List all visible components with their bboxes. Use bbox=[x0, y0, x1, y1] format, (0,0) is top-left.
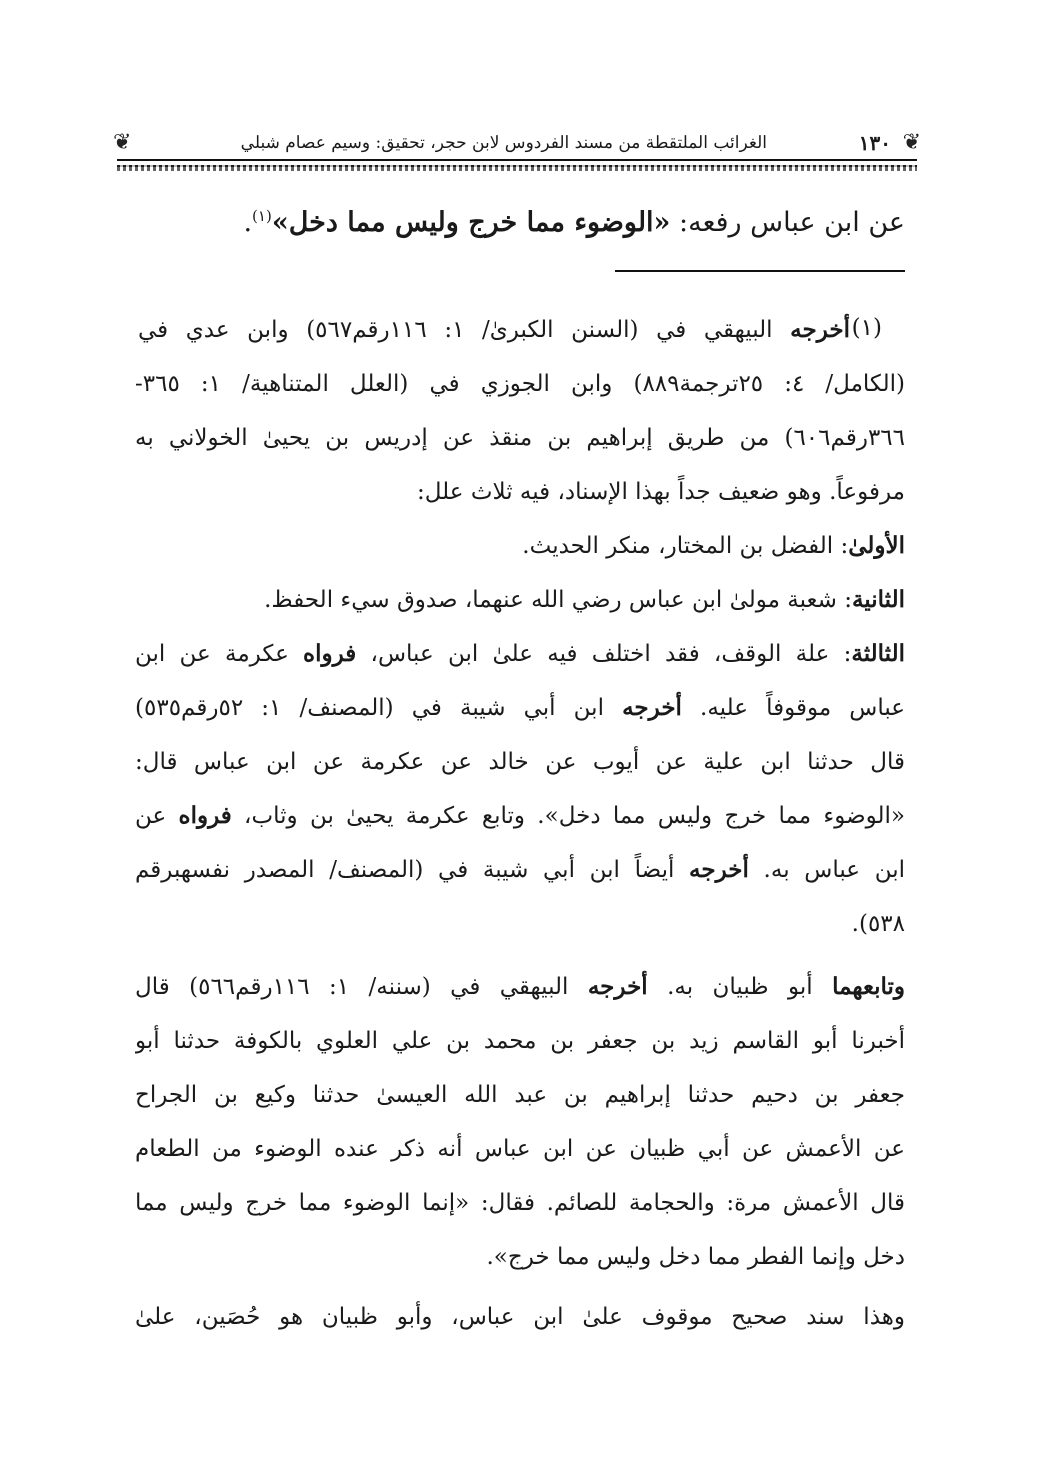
page-number: ١٣٠ bbox=[858, 131, 891, 155]
footnote-line: جعفر بن دحيم حدثنا إبراهيم بن عبد الله العيسىٰ حدثنا وكيع بن الجراح bbox=[135, 1082, 905, 1108]
footnote-line: وتابعهما أبو ظبيان به. أخرجه البيهقي في (سننه/ ١: ١١٦رقم٥٦٦) قال bbox=[135, 973, 905, 1000]
page-header bbox=[113, 127, 921, 173]
footnote-reference: (١) bbox=[252, 207, 272, 225]
main-text bbox=[115, 188, 905, 251]
footnote-line: «الوضوء مما خرج وليس مما دخل». وتابع عكرمة يحيىٰ بن وثاب، فرواه عن bbox=[135, 802, 905, 829]
footnote-line: الثانية: شعبة مولىٰ ابن عباس رضي الله عنهما، صدوق سيء الحفظ. bbox=[264, 586, 905, 613]
header-text-row bbox=[113, 130, 921, 155]
header-chain-rule bbox=[117, 165, 917, 171]
footnote-separator bbox=[615, 270, 905, 272]
ornament-left-icon: ❦ bbox=[113, 130, 132, 155]
footnote-line: وهذا سند صحيح موقوف علىٰ ابن عباس، وأبو ظبيان هو حُصَين، علىٰ bbox=[135, 1304, 905, 1330]
footnote-marker: (١) bbox=[851, 315, 882, 341]
footnote-line: دخل وإنما الفطر مما دخل وليس مما خرج». bbox=[486, 1244, 905, 1270]
running-title: الغرائب الملتقطة من مسند الفردوس لابن حجر، تحقيق: وسيم عصام شبلي bbox=[240, 133, 767, 153]
footnote-line: أخبرنا أبو القاسم زيد بن جعفر بن محمد بن علي العلوي بالكوفة حدثنا أبو bbox=[135, 1028, 905, 1054]
footnote-line: ابن عباس به. أخرجه أيضاً ابن أبي شيبة في (المصنف/ المصدر نفسهبرقم bbox=[135, 856, 905, 883]
footnote-line: مرفوعاً. وهو ضعيف جداً بهذا الإسناد، فيه ثلاث علل: bbox=[417, 479, 905, 505]
footnote-line: (الكامل/ ٤: ٢٥ترجمة٨٨٩) وابن الجوزي في (العلل المتناهية/ ١: ٣٦٥- bbox=[135, 371, 905, 397]
footnote-line: ٣٦٦رقم٦٠٦) من طريق إبراهيم بن منقذ عن إدريس بن يحيىٰ الخولاني به bbox=[135, 425, 905, 451]
main-intro: عن ابن عباس رفعه: bbox=[670, 207, 905, 238]
footnote-line: الأولىٰ: الفضل بن المختار، منكر الحديث. bbox=[522, 532, 905, 559]
footnote-line: أخرجه البيهقي في (السنن الكبرىٰ/ ١: ١١٦رقم٥٦٧) وابن عدي في bbox=[138, 316, 850, 343]
footnote-line: قال الأعمش مرة: والحجامة للصائم. فقال: «إنما الوضوء مما خرج وليس مما bbox=[135, 1190, 905, 1216]
footnote-line: ٥٣٨). bbox=[851, 911, 905, 937]
footnote-line: عباس موقوفاً عليه. أخرجه ابن أبي شيبة في (المصنف/ ١: ٥٢رقم٥٣٥) bbox=[135, 694, 905, 721]
footnote-line: عن الأعمش عن أبي ظبيان عن ابن عباس أنه ذكر عنده الوضوء من الطعام bbox=[135, 1136, 905, 1162]
ornament-right-icon: ❦ bbox=[902, 130, 921, 155]
footnote-line: قال حدثنا ابن علية عن أيوب عن خالد عن عكرمة عن ابن عباس قال: bbox=[135, 749, 905, 775]
main-end: . bbox=[243, 207, 253, 238]
hadith-quote: «الوضوء مما خرج وليس مما دخل» bbox=[271, 207, 671, 238]
footnote-line: الثالثة: علة الوقف، فقد اختلف فيه علىٰ ابن عباس، فرواه عكرمة عن ابن bbox=[135, 640, 905, 667]
